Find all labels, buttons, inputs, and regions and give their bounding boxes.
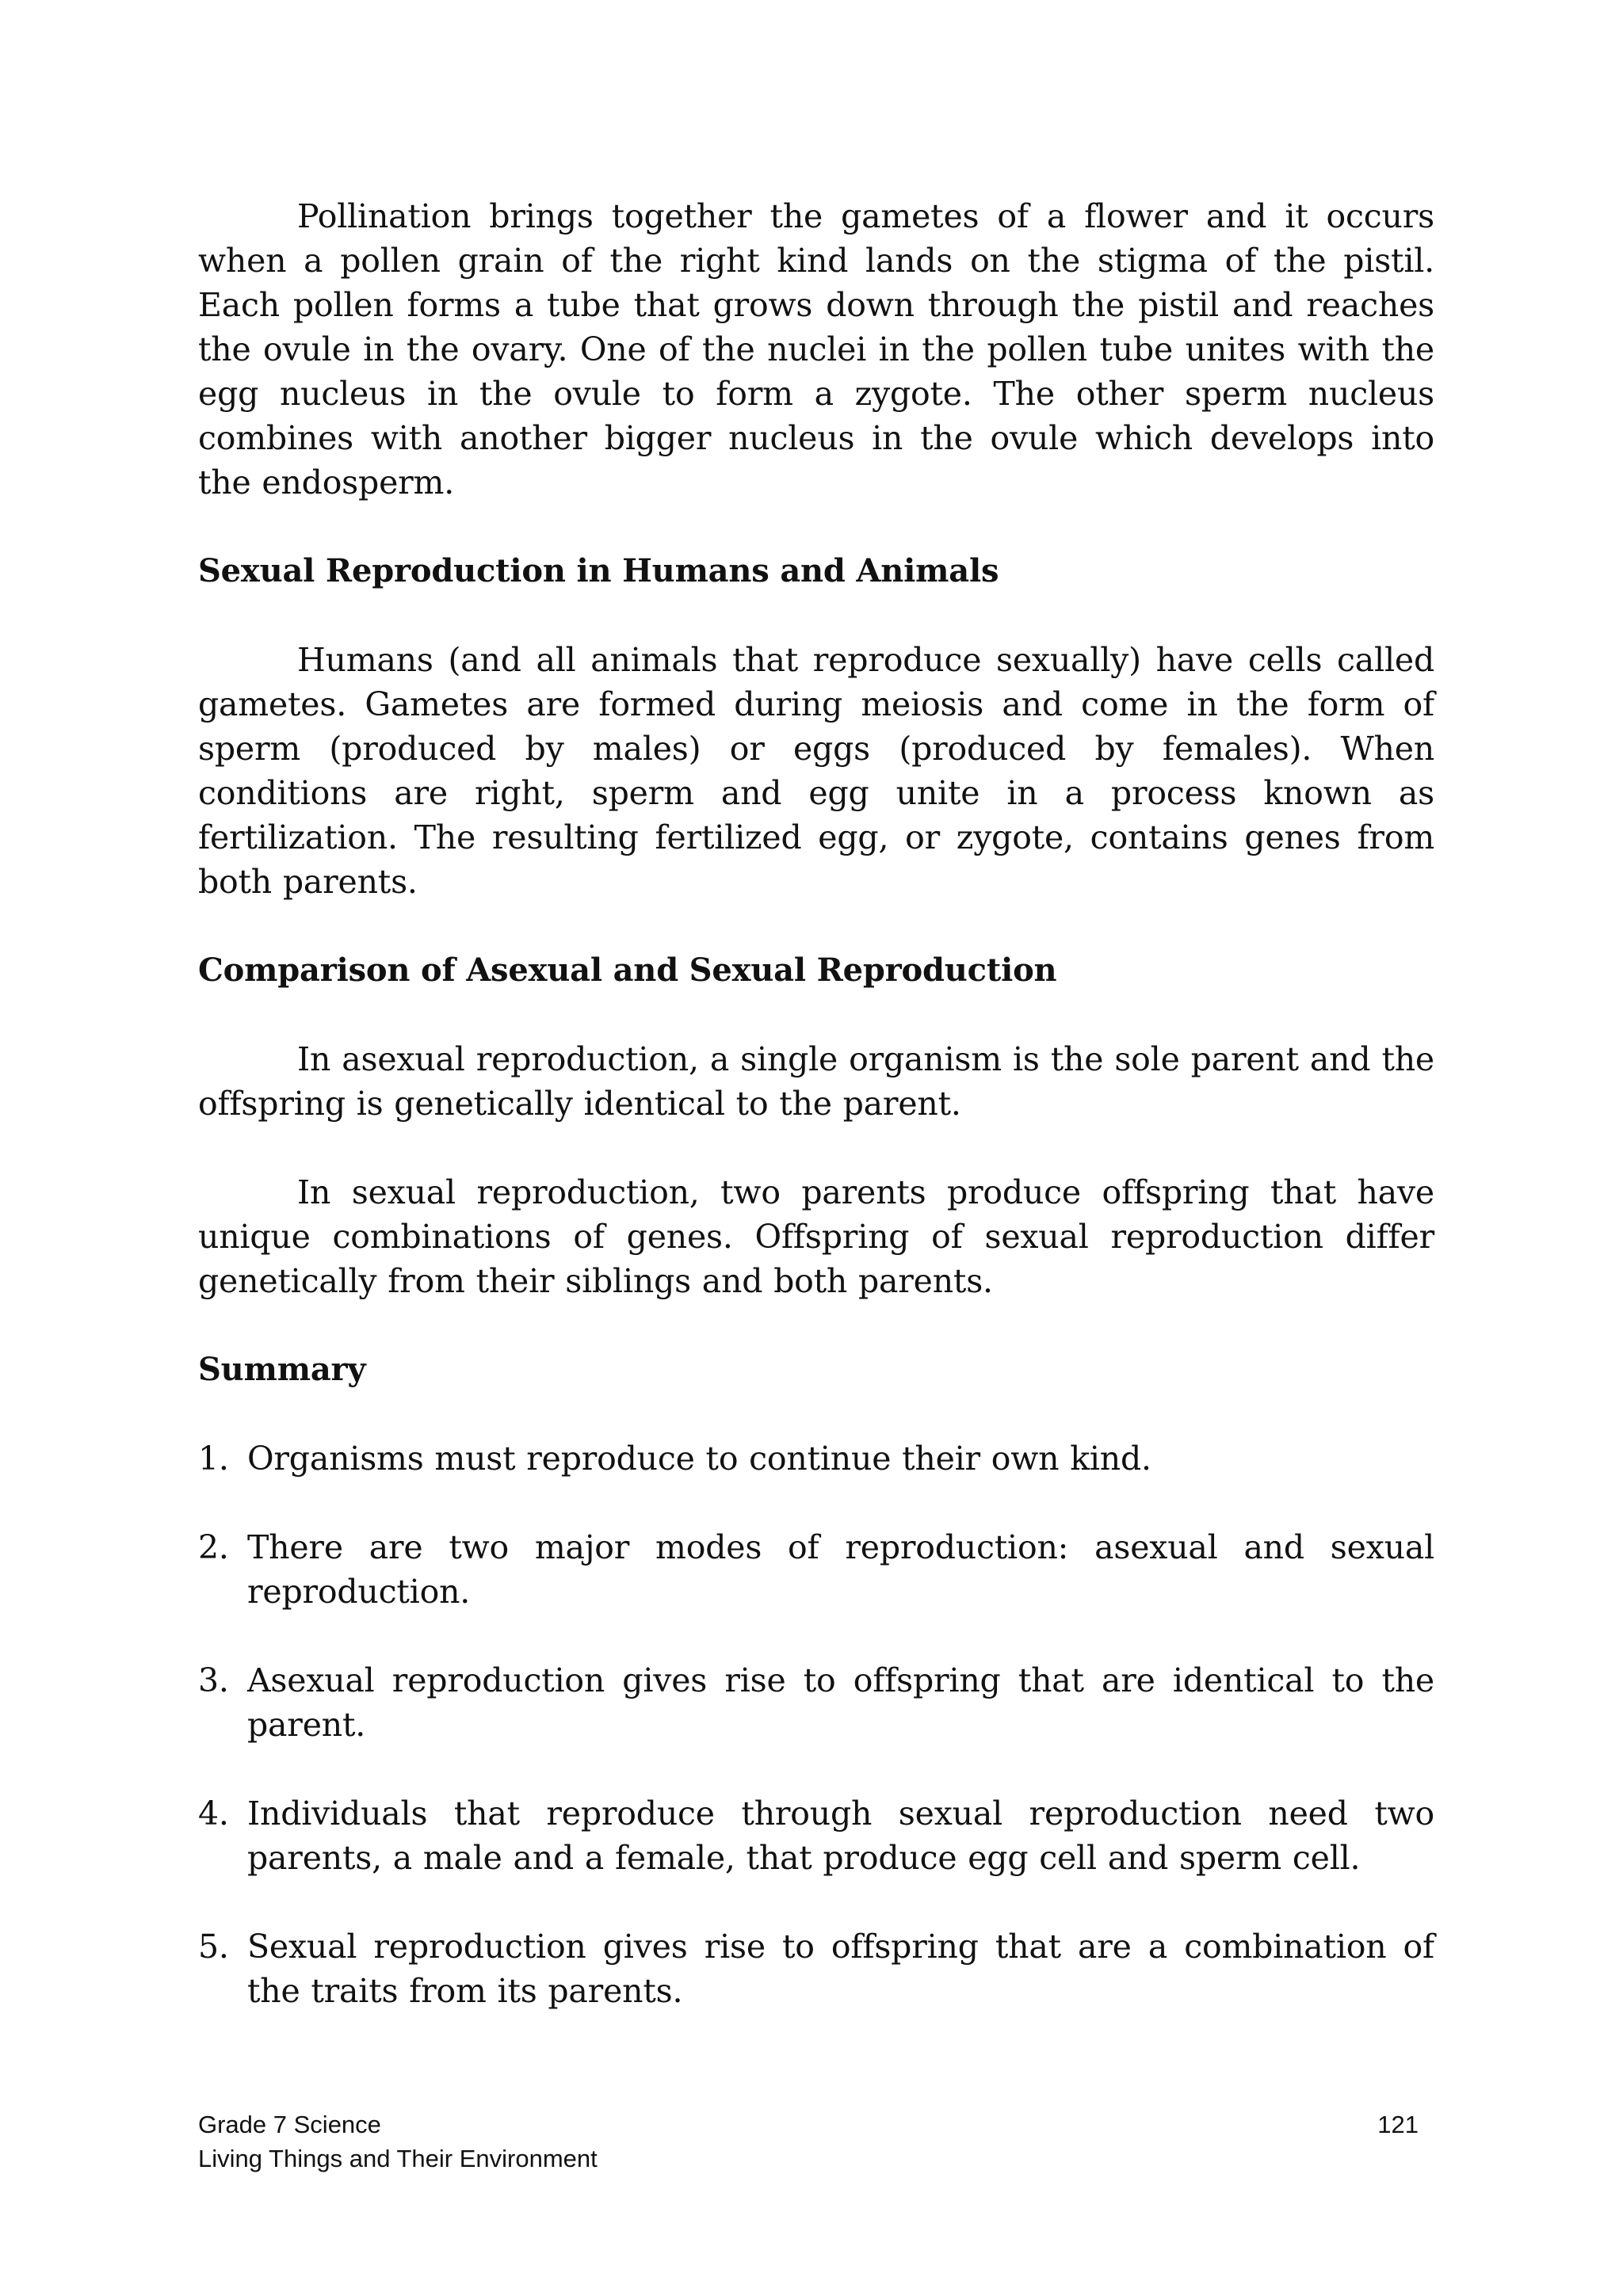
- section-heading-summary: Summary: [198, 1351, 366, 1388]
- section-heading-comparison: Comparison of Asexual and Sexual Reproduction: [198, 952, 1057, 989]
- summary-item-text: Asexual reproduction gives rise to offspring that are identical to the parent.: [247, 1661, 1434, 1744]
- summary-list: [198, 1436, 1434, 2013]
- spacer: [198, 1392, 1434, 1436]
- footer-course: Grade 7 Science: [198, 2111, 381, 2138]
- page-footer: [198, 2107, 1419, 2176]
- spacer: [198, 904, 1434, 948]
- summary-item: [198, 1436, 1434, 1481]
- summary-item-text: Individuals that reproduce through sexual reproduction need two parents, a male and a female, that produce egg cell and sperm cell.: [247, 1794, 1434, 1877]
- summary-item-text: Organisms must reproduce to continue their own kind.: [247, 1440, 1151, 1478]
- footer-unit: Living Things and Their Environment: [198, 2145, 598, 2172]
- summary-item: [198, 1658, 1434, 1747]
- asexual-comparison-paragraph: In asexual reproduction, a single organism is the sole parent and the offspring is genetically identical to the parent.: [198, 1040, 1434, 1123]
- spacer: [198, 993, 1434, 1037]
- summary-item: [198, 1791, 1434, 1880]
- summary-item-number: 4.: [198, 1794, 229, 1833]
- spacer: [198, 505, 1434, 549]
- summary-item-number: 5.: [198, 1928, 229, 1966]
- spacer: [198, 1303, 1434, 1348]
- section-heading-sexual-reproduction: Sexual Reproduction in Humans and Animals: [198, 552, 999, 589]
- page-body: [198, 194, 1434, 2058]
- summary-item-number: 3.: [198, 1661, 229, 1699]
- summary-item: [198, 1924, 1434, 2013]
- summary-item-text: There are two major modes of reproduction: asexual and sexual reproduction.: [247, 1528, 1434, 1611]
- summary-item-number: 1.: [198, 1440, 229, 1478]
- summary-item-text: Sexual reproduction gives rise to offspring that are a combination of the traits from its parents.: [247, 1928, 1434, 2010]
- summary-item-number: 2.: [198, 1528, 229, 1566]
- spacer: [198, 593, 1434, 638]
- spacer: [198, 1126, 1434, 1170]
- pollination-paragraph: Pollination brings together the gametes of a flower and it occurs when a pollen grain of the right kind lands on the stigma of the pistil. Each pollen forms a tube that grows down through the pistil and reaches the ovule in the ovary. One of the nuclei in the pollen tube unites with the egg nucleus in the ovule to form a zygote. The other sperm nucleus combines with another bigger nucleus in the ovule which develops into the endosperm.: [198, 197, 1434, 502]
- page-number: 121: [1377, 2111, 1419, 2138]
- sexual-reproduction-paragraph: Humans (and all animals that reproduce sexually) have cells called gametes. Gametes are formed during meiosis and come in the form of sperm (produced by males) or eggs (produced by females). When conditions are right, sperm and egg unite in a process known as fertilization. The resulting fertilized egg, or zygote, contains genes from both parents.: [198, 641, 1434, 901]
- summary-item: [198, 1525, 1434, 1614]
- sexual-comparison-paragraph: In sexual reproduction, two parents produce offspring that have unique combinations of genes. Offspring of sexual reproduction differ genetically from their siblings and both parents.: [198, 1173, 1434, 1300]
